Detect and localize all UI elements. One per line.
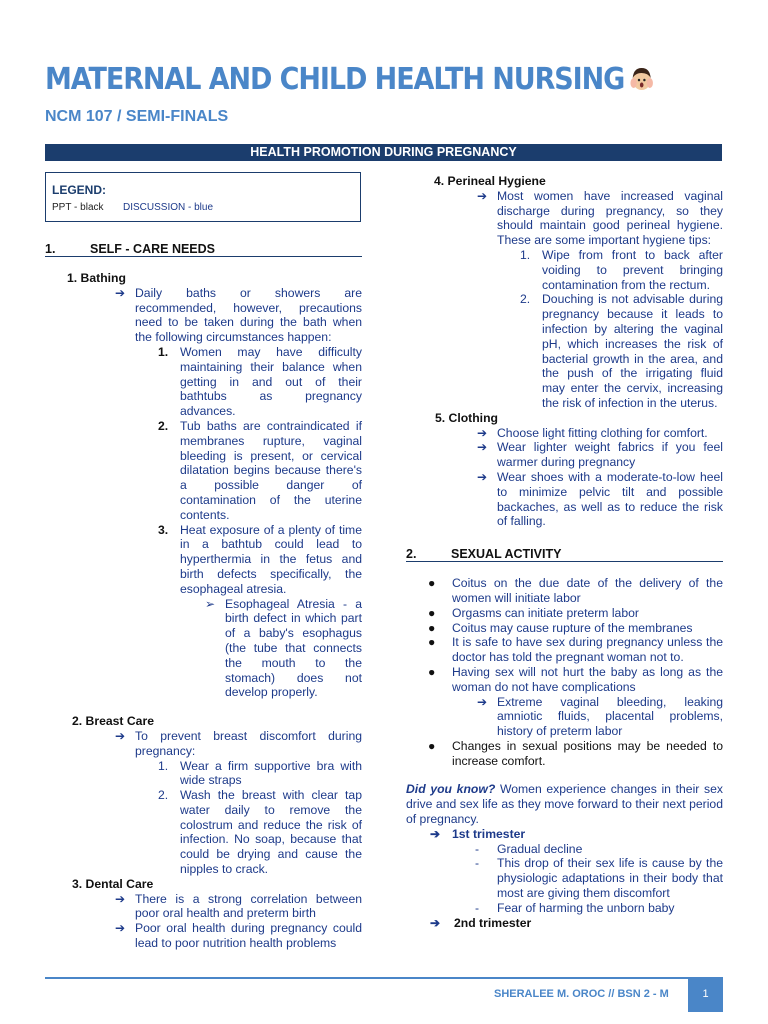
page-number: 1	[688, 977, 723, 1012]
perineal-item-text: Douching is not advisable during pregnancy because it leads to infection by altering the vaginal pH, which increases the risk of bacterial growth in the area, and the push of the irrigating fluid may enter the cervix, increasing the risk of infection in the uterus.	[542, 292, 723, 410]
dental-item-text: Poor oral health during pregnancy could lead to poor nutrition health problems	[135, 921, 362, 951]
arrow-icon: ➔	[430, 826, 441, 841]
arrow-icon: ➔	[115, 921, 126, 936]
arrow-icon: ➔	[115, 891, 126, 906]
first-trimester-heading	[430, 826, 723, 842]
subheading-bathing: 1. Bathing	[67, 271, 126, 285]
bullet-icon: ●	[428, 620, 436, 635]
trimester-item-text: Fear of harming the unborn baby	[497, 900, 675, 915]
section-number: 1.	[45, 242, 56, 256]
sexual-bullet-text: Coitus may cause rupture of the membranes	[452, 620, 693, 635]
bathing-item	[158, 522, 362, 597]
document-title-text: MATERNAL AND CHILD HEALTH NURSING	[45, 62, 625, 97]
did-you-know-paragraph	[406, 782, 723, 826]
bathing-item	[158, 344, 362, 419]
bullet-icon: ●	[428, 605, 436, 620]
breast-item	[158, 788, 362, 877]
perineal-intro-text: Most women have increased vaginal discharge during pregnancy, so they should maintain good perineal hygiene. These are some important hygiene tips:	[497, 188, 723, 248]
atresia-note	[205, 596, 362, 701]
bathing-intro-text: Daily baths or showers are recommended, however, precautions need to be taken during the bath when the following circumstances happen:	[135, 285, 362, 345]
bullet-icon: ●	[428, 635, 436, 650]
footer-author: SHERALEE M. OROC // BSN 2 - M	[494, 988, 669, 1000]
subheading-clothing: 5. Clothing	[435, 410, 498, 425]
bullet-icon: ●	[428, 576, 436, 591]
sexual-bullet	[428, 635, 723, 665]
section-number: 2.	[406, 547, 417, 562]
perineal-item	[520, 292, 723, 410]
clothing-item	[477, 440, 723, 470]
arrow-icon: ➔	[477, 469, 488, 484]
sexual-bullet-text: Having sex will not hurt the baby as long as the woman do not have complications	[452, 664, 723, 694]
second-trimester-heading	[430, 915, 723, 931]
sexual-bullet	[428, 738, 723, 769]
arrow-icon: ➔	[115, 728, 126, 743]
trimester-item	[475, 841, 723, 857]
bullet-icon: ●	[428, 664, 436, 679]
perineal-item	[520, 247, 723, 292]
dental-item	[115, 921, 362, 951]
list-number: 2.	[158, 788, 169, 803]
did-you-know-label: Did you know?	[406, 782, 496, 797]
sexual-bullet	[428, 620, 723, 636]
right-column	[406, 174, 723, 930]
legend-discussion: DISCUSSION - blue	[123, 202, 214, 213]
left-column	[45, 230, 362, 951]
document-title	[45, 62, 653, 97]
bathing-item-text: Heat exposure of a plenty of time in a bathtub could lead to hyperthermia in the fetus and birth defects specifically, the esophageal atresia.	[180, 522, 362, 596]
legend-box	[45, 172, 361, 222]
list-number: 3.	[158, 522, 169, 537]
bathing-item	[158, 418, 362, 523]
sexual-bullet	[428, 664, 723, 695]
list-number: 1.	[158, 758, 169, 773]
section-title: SEXUAL ACTIVITY	[451, 547, 562, 562]
trimester-item	[475, 856, 723, 901]
did-you-know-text: Women experience changes in their sex drive and sex life as they move forward to their next period of pregnancy.	[406, 782, 723, 827]
bathing-item-text: Women may have difficulty maintaining their balance when getting in and out of their bathtubs as pregnancy advances.	[180, 344, 362, 419]
clothing-item	[477, 425, 723, 441]
section-title: SELF - CARE NEEDS	[90, 242, 216, 256]
dental-item-text: There is a strong correlation between poor oral health and preterm birth	[135, 891, 362, 921]
bathing-intro	[115, 285, 362, 345]
clothing-item-text: Wear shoes with a moderate-to-low heel to minimize pelvic tilt and possible backaches, as well as to reduce the risk of falling.	[497, 469, 723, 529]
arrow-icon: ➔	[477, 425, 488, 440]
perineal-intro	[477, 188, 723, 248]
arrowhead-icon: ➢	[205, 596, 216, 611]
legend-title: LEGEND:	[52, 183, 106, 197]
legend-ppt: PPT - black	[52, 202, 104, 213]
complications-item	[477, 694, 723, 739]
breast-item-text: Wear a firm supportive bra with wide straps	[180, 758, 362, 788]
complications-text: Extreme vaginal bleeding, leaking amniotic fluids, placental problems, history of preterm labor	[497, 694, 723, 739]
arrow-icon: ➔	[477, 188, 488, 203]
bathing-item-text: Tub baths are contraindicated if membranes rupture, vaginal bleeding is present, or cervical dilatation begins because there's a possible danger of contamination of the uterine contents.	[180, 418, 362, 522]
sexual-bullet	[428, 605, 723, 621]
sexual-bullet-text: Changes in sexual positions may be needed to increase comfort.	[452, 738, 723, 768]
sexual-bullet-text: It is safe to have sex during pregnancy unless the doctor has told the pregnant woman not to.	[452, 635, 723, 665]
perineal-item-text: Wipe from front to back after voiding to prevent bringing contamination from the rectum.	[542, 247, 723, 292]
dental-item	[115, 891, 362, 922]
arrow-icon: ➔	[115, 285, 126, 300]
trimester-item-text: Gradual decline	[497, 841, 583, 856]
clothing-item-text: Choose light fitting clothing for comfort.	[497, 425, 708, 440]
dash-marker: -	[475, 900, 480, 915]
breast-item-text: Wash the breast with clear tap water daily to remove the colostrum and reduce the risk of infection. No soap, because that could be drying and cause the nipples to crack.	[180, 788, 362, 877]
sexual-bullet	[428, 576, 723, 606]
bullet-icon: ●	[428, 738, 436, 753]
section-heading-sexual-activity	[406, 541, 723, 562]
footer-divider	[45, 977, 723, 979]
subheading-dental-care: 3. Dental Care	[72, 876, 154, 891]
atresia-text: Esophageal Atresia - a birth defect in which part of a baby's esophagus (the tube that connects the mouth to the stomach) does not develop properly.	[225, 596, 362, 700]
topic-banner: HEALTH PROMOTION DURING PREGNANCY	[45, 144, 722, 161]
arrow-icon: ➔	[477, 694, 488, 709]
face-with-hands-emoji-icon	[630, 66, 653, 92]
dash-marker: -	[475, 856, 480, 871]
section-heading-self-care	[45, 236, 362, 257]
subheading-perineal-hygiene: 4. Perineal Hygiene	[434, 174, 546, 188]
second-trimester-label: 2nd trimester	[454, 915, 532, 930]
sexual-bullet-text: Orgasms can initiate preterm labor	[452, 605, 639, 620]
clothing-item	[477, 469, 723, 529]
breast-intro-text: To prevent breast discomfort during pregnancy:	[135, 728, 362, 758]
trimester-item	[475, 900, 723, 916]
trimester-item-text: This drop of their sex life is cause by the physiologic adaptations in their body that most are giving them discomfort	[497, 856, 723, 901]
clothing-item-text: Wear lighter weight fabrics if you feel warmer during pregnancy	[497, 440, 723, 470]
breast-intro	[115, 728, 362, 759]
list-number: 2.	[158, 418, 169, 433]
course-subtitle: NCM 107 / SEMI-FINALS	[45, 108, 229, 125]
first-trimester-label: 1st trimester	[452, 826, 526, 841]
dash-marker: -	[475, 841, 480, 856]
breast-item	[158, 758, 362, 789]
arrow-icon: ➔	[430, 915, 441, 930]
subheading-breast-care: 2. Breast Care	[72, 714, 154, 729]
list-number: 2.	[520, 292, 531, 307]
sexual-bullet-text: Coitus on the due date of the delivery of the women will initiate labor	[452, 576, 723, 605]
arrow-icon: ➔	[477, 440, 488, 455]
list-number: 1.	[158, 344, 169, 359]
list-number: 1.	[520, 247, 531, 262]
